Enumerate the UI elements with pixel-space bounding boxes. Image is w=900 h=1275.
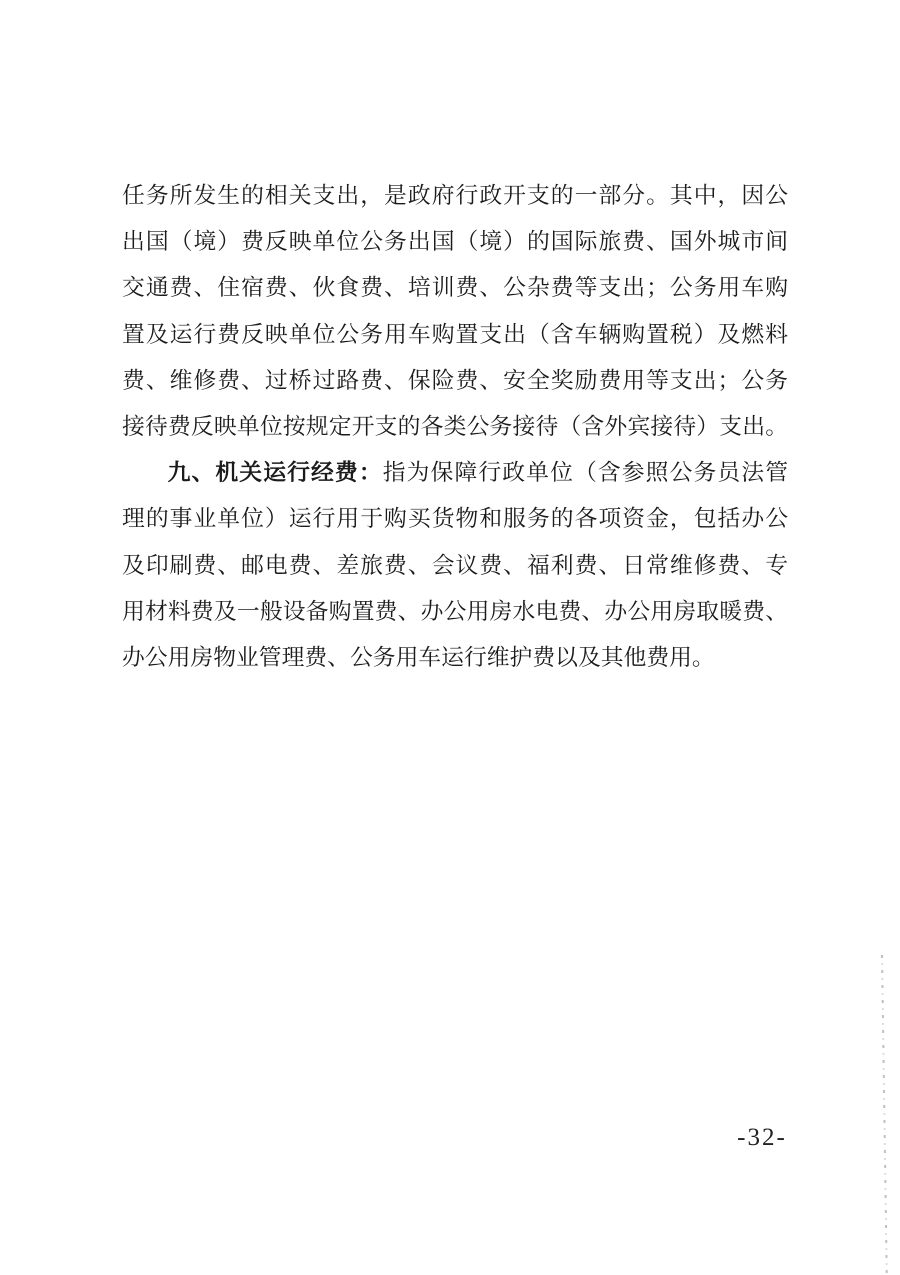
text-run: 用材料费及一般设备购置费、办公用房水电费、办公用房取暖费、 — [122, 598, 788, 624]
text-line — [122, 173, 788, 219]
text-run: 理的事业单位）运行用于购买货物和服务的各项资金，包括办公 — [122, 506, 788, 532]
document-body — [122, 173, 788, 681]
text-line — [122, 589, 788, 635]
text-run: 办公用房物业管理费、公务用车运行维护费以及其他费用。 — [122, 644, 715, 670]
text-line — [122, 404, 788, 450]
section-heading-run: 九、机关运行经费： — [167, 460, 383, 486]
text-line — [122, 219, 788, 265]
text-line — [122, 496, 788, 542]
text-run: 及印刷费、邮电费、差旅费、会议费、福利费、日常维修费、专 — [122, 552, 788, 578]
text-line — [122, 265, 788, 311]
text-line — [122, 358, 788, 404]
text-run: 出国（境）费反映单位公务出国（境）的国际旅费、国外城市间 — [122, 229, 788, 255]
text-run: 置及运行费反映单位公务用车购置支出（含车辆购置税）及燃料 — [122, 321, 788, 347]
text-run: 指为保障行政单位（含参照公务员法管 — [382, 460, 789, 486]
page-number: -32- — [737, 1124, 787, 1151]
text-line — [122, 543, 788, 589]
text-run: 接待费反映单位按规定开支的各类公务接待（含外宾接待）支出。 — [122, 413, 788, 439]
text-run: 交通费、住宿费、伙食费、培训费、公杂费等支出；公务用车购 — [122, 275, 788, 301]
scan-artifact-dotted-line — [881, 955, 888, 1275]
text-run: 费、维修费、过桥过路费、保险费、安全奖励费用等支出；公务 — [122, 367, 788, 393]
text-run: 任务所发生的相关支出，是政府行政开支的一部分。其中，因公 — [122, 183, 788, 208]
text-line — [122, 450, 788, 496]
text-line — [122, 635, 788, 681]
text-line — [122, 312, 788, 358]
